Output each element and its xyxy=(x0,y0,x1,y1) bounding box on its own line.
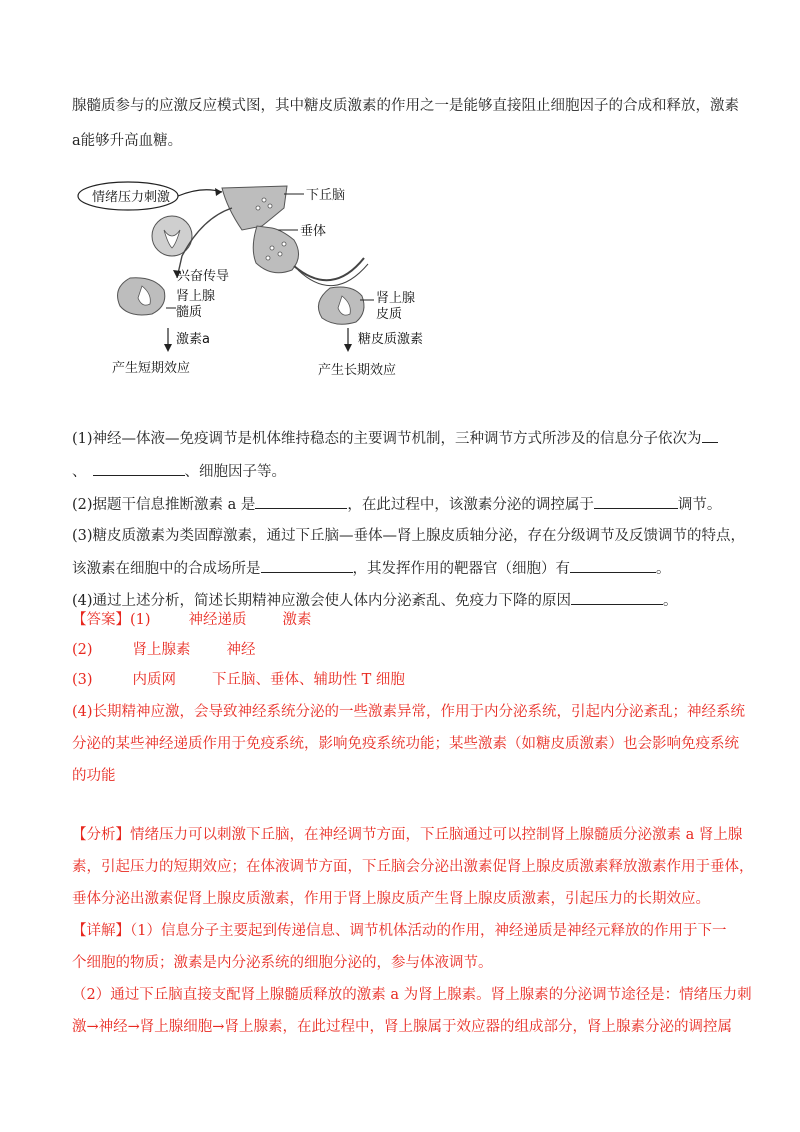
question-1-text: (1)神经—体液—免疫调节是机体维持稳态的主要调节机制，三种调节方式所涉及的信息分子依次为 xyxy=(72,431,702,447)
question-1-separator: 、 xyxy=(72,464,87,480)
label-short-effect: 产生短期效应 xyxy=(112,361,191,376)
label-cortex-1: 肾上腺 xyxy=(376,291,416,306)
question-3-text-b: ，其发挥作用的靶器官（细胞）有 xyxy=(352,561,570,577)
answer-line-2 xyxy=(72,640,256,660)
question-1-end: 、细胞因子等。 xyxy=(184,464,286,480)
answer-4-line-1: (4)长期精神应激，会导致神经系统分泌的一些激素异常，作用于内分泌系统，引起内分泌紊乱；神经系统 xyxy=(72,704,746,720)
stress-response-diagram xyxy=(72,178,472,383)
detail-line-3: （2）通过下丘脑直接支配肾上腺髓质释放的激素 a 为肾上腺素。肾上腺素的分泌调节途径是：情绪压力刺 xyxy=(72,987,752,1003)
detail-line-1: 【详解】（1）信息分子主要起到传递信息、调节机体活动的作用，神经递质是神经元释放的作用于下一 xyxy=(72,923,727,939)
question-3-text-c: 。 xyxy=(656,561,671,577)
question-4-text-b: 。 xyxy=(663,593,678,609)
answer-1-value-1: 神经递质 xyxy=(188,612,247,628)
question-2-text-b: ，在此过程中，该激素分泌的调控属于 xyxy=(347,497,594,513)
answer-blank[interactable] xyxy=(255,494,347,509)
answer-blank[interactable] xyxy=(594,494,678,509)
answer-blank[interactable] xyxy=(702,428,718,443)
question-3-line-2 xyxy=(72,558,671,579)
answer-4-line-3: 的功能 xyxy=(72,768,116,784)
label-hormone-a: 激素a xyxy=(176,332,210,347)
answer-3-label: (3) xyxy=(72,672,93,688)
answer-blank[interactable] xyxy=(261,558,353,573)
analysis-line-1: 【分析】情绪压力可以刺激下丘脑，在神经调节方面，下丘脑通过可以控制肾上腺髓质分泌激素 a 肾上腺 xyxy=(72,827,743,843)
label-medulla-2: 髓质 xyxy=(176,305,203,320)
intro-line-1: 腺髓质参与的应激反应模式图，其中糖皮质激素的作用之一是能够直接阻止细胞因子的合成和释放，激素 xyxy=(72,98,739,114)
answer-4-line-2: 分泌的某些神经递质作用于免疫系统，影响免疫系统功能；某些激素（如糖皮质激素）也会影响免疫系统 xyxy=(72,736,739,752)
answer-line-3 xyxy=(72,670,405,690)
question-3-text-a: 该激素在细胞中的合成场所是 xyxy=(72,561,261,577)
answer-blank[interactable] xyxy=(570,558,656,573)
label-cortex-2: 皮质 xyxy=(376,307,403,322)
analysis-line-2: 素，引起压力的短期效应；在体液调节方面，下丘脑会分泌出激素促肾上腺皮质激素释放激素作用于垂体， xyxy=(72,859,754,875)
answer-blank[interactable] xyxy=(93,461,185,476)
label-long-effect: 产生长期效应 xyxy=(318,363,397,378)
question-4-line xyxy=(72,590,678,611)
label-medulla-1: 肾上腺 xyxy=(176,289,216,304)
question-2-text-a: (2)据题干信息推断激素 a 是 xyxy=(72,497,256,513)
answer-line-1 xyxy=(72,610,312,630)
answer-2-value-1: 肾上腺素 xyxy=(132,642,191,658)
question-3-line-1: (3)糖皮质激素为类固醇激素，通过下丘脑—垂体—肾上腺皮质轴分泌，存在分级调节及反馈调节的特点， xyxy=(72,528,746,544)
answer-3-value-1: 内质网 xyxy=(132,672,177,688)
label-hypothalamus: 下丘脑 xyxy=(306,188,346,203)
detail-line-4: 激→神经→肾上腺细胞→肾上腺素，在此过程中，肾上腺属于效应器的组成部分，肾上腺素分泌的调控属 xyxy=(72,1019,732,1035)
label-excitation: 兴奋传导 xyxy=(177,269,230,284)
answer-1-value-2: 激素 xyxy=(282,612,312,628)
answer-2-value-2: 神经 xyxy=(226,642,256,658)
label-glucocorticoid: 糖皮质激素 xyxy=(358,332,424,347)
answer-blank[interactable] xyxy=(571,590,663,605)
label-stimulus: 情绪压力刺激 xyxy=(92,190,171,205)
answer-2-label: (2) xyxy=(72,642,93,658)
question-1-line-2 xyxy=(72,461,286,482)
analysis-line-3: 垂体分泌出激素促肾上腺皮质激素，作用于肾上腺皮质产生肾上腺皮质激素，引起压力的长期效应。 xyxy=(72,891,710,907)
question-1-line-1 xyxy=(72,428,718,449)
intro-line-2: a能够升高血糖。 xyxy=(72,133,183,149)
question-2-text-c: 调节。 xyxy=(677,497,722,513)
detail-line-2: 个细胞的物质；激素是内分泌系统的细胞分泌的，参与体液调节。 xyxy=(72,955,493,971)
answer-label: 【答案】(1) xyxy=(72,612,151,628)
question-2-line xyxy=(72,494,721,515)
label-pituitary: 垂体 xyxy=(300,224,327,239)
answer-3-value-2: 下丘脑、垂体、辅助性 T 细胞 xyxy=(212,672,405,688)
question-4-text-a: (4)通过上述分析，简述长期精神应激会使人体内分泌紊乱、免疫力下降的原因 xyxy=(72,593,572,609)
